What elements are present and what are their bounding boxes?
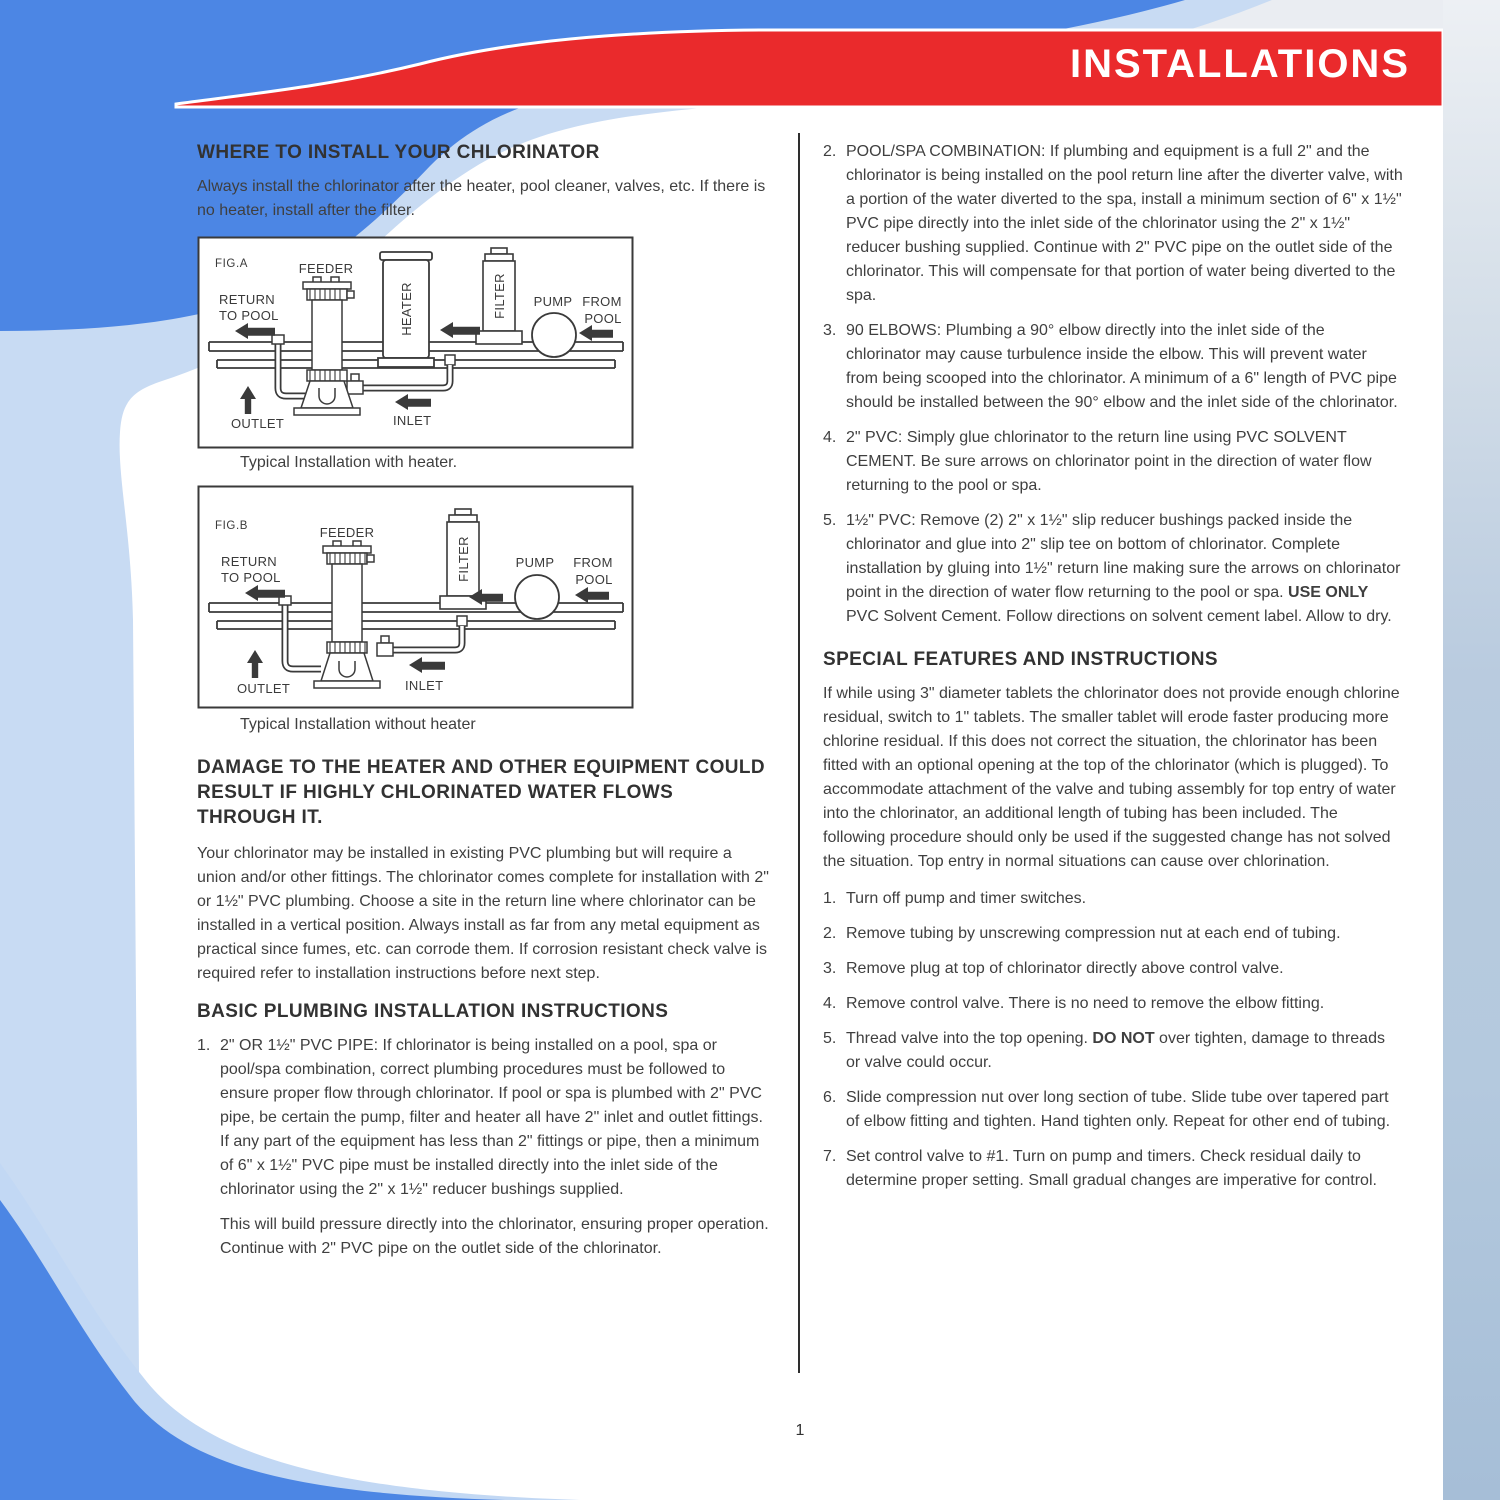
left-column [197, 140, 775, 1274]
step-number: 7. [823, 1148, 837, 1165]
section-heading-basic-plumbing: BASIC PLUMBING INSTALLATION INSTRUCTIONS [197, 1001, 669, 1022]
pool-label: POOL [575, 572, 613, 587]
section-heading-damage-warning: DAMAGE TO THE HEATER AND OTHER EQUIPMENT COULD RESULT IF HIGHLY CHLORINATED WATER FLOWS THROUGH IT. [197, 757, 765, 828]
page-number: 1 [795, 1422, 805, 1439]
item-number: 4. [823, 429, 837, 446]
pump [532, 313, 576, 357]
numbered-item [823, 509, 1403, 629]
numbered-item [823, 140, 1403, 308]
pump-label: PUMP [515, 555, 555, 570]
numbered-item [823, 426, 1403, 498]
feeder-label: FEEDER [319, 525, 375, 540]
return-label: RETURN [219, 292, 275, 307]
step-text: Remove control valve. There is no need to remove the elbow fitting. [846, 995, 1325, 1012]
item-number: 3. [823, 322, 837, 339]
figure-b-tag: FIG.B [215, 520, 249, 532]
step-text: Set control valve to #1. Turn on pump and timers. Check residual daily to determine proper setting. Small gradual changes are imperative for control. [846, 1148, 1377, 1189]
page-title: INSTALLATIONS [1069, 42, 1410, 86]
paragraph: Always install the chlorinator after the heater, pool cleaner, valves, etc. If there is no heater, install after the filter. [197, 178, 766, 219]
item-text-bold: USE ONLY [1288, 584, 1369, 601]
right-column [823, 140, 1403, 1204]
paragraph: If while using 3" diameter tablets the chlorinator does not provide enough chlorine residual, switch to 1" tablets. The smaller tablet will erode faster producing more chlorine residual. If this does not correct the situation, the chlorinator has been fitted with an optional opening at the top of the chlorinator (which is plugged). To accommodate attachment of the valve and tubing assembly for top entry of water into the chlorinator, an additional length of tubing has been included. The following procedure should only be used if the suggested change has not solved the situation. Top entry in normal situations can cause over chlorination. [823, 685, 1400, 870]
heater-label: HEATER [399, 282, 414, 336]
numbered-step [823, 957, 1403, 981]
numbered-item [197, 1034, 775, 1202]
section-heading-where-to-install: WHERE TO INSTALL YOUR CHLORINATOR [197, 142, 600, 163]
feeder-label: FEEDER [298, 261, 354, 276]
item-text: 90 ELBOWS: Plumbing a 90° elbow directly into the inlet side of the chlorinator may cause turbulence inside the elbow. This will prevent water from being scooped into the chlorinator. A minimum of a 6" length of PVC pipe should be installed between the 90° elbow and the inlet side of the chlorinator. [846, 322, 1398, 411]
numbered-step [823, 1027, 1403, 1075]
step-text-bold: DO NOT [1092, 1030, 1155, 1047]
item-text: POOL/SPA COMBINATION: If plumbing and equipment is a full 2" and the chlorinator is being installed on the pool return line after the diverter valve, with a portion of the water diverted to the spa, install a minimum section of 6" x 1½" PVC pipe directly into the inlet side of the chlorinator using the 2" x 1½" reducer bushing supplied. Continue with 2" PVC pipe on the outlet side of the chlorinator. This will compensate for that portion of water being diverted to the spa. [846, 143, 1403, 304]
step-text: Remove plug at top of chlorinator directly above control valve. [846, 960, 1284, 977]
item-continuation: This will build pressure directly into the chlorinator, ensuring proper operation. Continue with 2" PVC pipe on the outlet side of the chlorinator. [220, 1216, 769, 1257]
step-number: 4. [823, 995, 837, 1012]
pump [515, 575, 559, 619]
step-text: Turn off pump and timer switches. [846, 890, 1087, 907]
figure-a-tag: FIG.A [215, 258, 249, 270]
numbered-step [823, 992, 1403, 1016]
step-number: 2. [823, 925, 837, 942]
filter-label: FILTER [456, 536, 471, 582]
to-pool-label: TO POOL [219, 308, 279, 323]
section-heading-special-features: SPECIAL FEATURES AND INSTRUCTIONS [823, 649, 1218, 670]
figure-b-caption: Typical Installation without heater [240, 716, 476, 733]
figure-b-installation-without-heater [197, 485, 634, 709]
step-number: 1. [823, 890, 837, 907]
step-number: 3. [823, 960, 837, 977]
numbered-step [823, 1086, 1403, 1134]
step-number: 6. [823, 1089, 837, 1106]
item-number: 2. [823, 143, 837, 160]
return-label: RETURN [221, 554, 277, 569]
step-number: 5. [823, 1030, 837, 1047]
outlet-label: OUTLET [231, 416, 285, 431]
step-text: Thread valve into the top opening. [846, 1030, 1093, 1047]
numbered-step [823, 922, 1403, 946]
figure-a-installation-with-heater [197, 236, 634, 449]
pump-label: PUMP [533, 294, 573, 309]
numbered-item [823, 319, 1403, 415]
figure-a-caption: Typical Installation with heater. [240, 454, 458, 471]
inlet-label: INLET [405, 678, 444, 693]
filter-label: FILTER [492, 273, 507, 319]
from-label: FROM [573, 555, 613, 570]
numbered-step [823, 1145, 1403, 1193]
item-text: 2" OR 1½" PVC PIPE: If chlorinator is being installed on a pool, spa or pool/spa combination, correct plumbing procedures must be followed to ensure proper flow through chlorinator. If pool or spa is plumbed with 2" PVC pipe, be certain the pump, filter and heater all have 2" inlet and outlet fittings. If any part of the equipment has less than 2" fittings or pipe, then a minimum of 6" x 1½" PVC pipe must be installed directly into the inlet side of the chlorinator using the 2" x 1½" reducer bushings supplied. [220, 1037, 763, 1198]
right-edge-band [1443, 0, 1500, 1500]
outlet-label: OUTLET [237, 681, 291, 696]
item-number: 1. [197, 1037, 211, 1054]
column-divider [798, 133, 800, 1373]
item-text: 1½" PVC: Remove (2) 2" x 1½" slip reducer bushings packed inside the chlorinator and glue into 2" slip tee on bottom of chlorinator. Complete installation by gluing into 1½" return line making sure the arrows on chlorinator point in the direction of water flow returning to the pool or spa. [846, 512, 1401, 601]
step-text: Remove tubing by unscrewing compression nut at each end of tubing. [846, 925, 1341, 942]
item-text: PVC Solvent Cement. Follow directions on solvent cement label. Allow to dry. [846, 608, 1392, 625]
step-text: over tighten, damage to threads or valve could occur. [846, 1030, 1385, 1071]
step-text: Slide compression nut over long section of tube. Slide tube over tapered part of elbow fitting and tighten. Hand tighten only. Repeat for other end of tubing. [846, 1089, 1391, 1130]
numbered-step [823, 887, 1403, 911]
pool-label: POOL [584, 311, 622, 326]
from-label: FROM [582, 294, 622, 309]
item-number: 5. [823, 512, 837, 529]
item-text: 2" PVC: Simply glue chlorinator to the return line using PVC SOLVENT CEMENT. Be sure arrows on chlorinator point in the direction of water flow returning to the pool or spa. [846, 429, 1372, 494]
paragraph: Your chlorinator may be installed in existing PVC plumbing but will require a union and/or other fittings. The chlorinator comes complete for installation with 2" or 1½" PVC plumbing. Choose a site in the return line where chlorinator can be installed in a vertical position. Always install as far from any metal equipment as practical since fumes, etc. can corrode them. If corrosion resistant check valve is required refer to installation instructions before next step. [197, 845, 769, 982]
inlet-label: INLET [393, 413, 432, 428]
to-pool-label: TO POOL [221, 570, 281, 585]
